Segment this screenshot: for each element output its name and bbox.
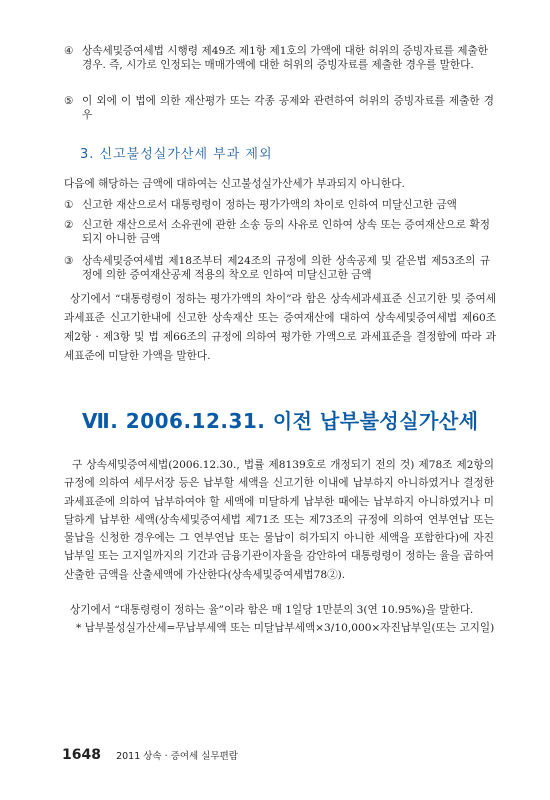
list-text: 신고한 재산으로서 대통령령이 정하는 평가가액의 차이로 인하여 미달신고한 금액	[82, 199, 457, 211]
list-marker: ④	[64, 45, 74, 57]
page-footer	[62, 744, 238, 763]
list-text: 이 외에 이 법에 의한 재산평가 또는 각종 공제와 관련하여 허위의 증빙자료를 제출한 경우	[82, 95, 494, 121]
chapter-paragraph-2: 상기에서 “대통령령이 정하는 율”이라 함은 매 1일당 1만분의 3(연 10.95%)을 말한다.	[70, 604, 474, 616]
book-title: 2011 상속 · 증여세 실무편람	[116, 751, 238, 762]
list-item	[64, 44, 488, 72]
section-heading: 3. 신고불성실가산세 부과 제외	[80, 147, 273, 162]
section-paragraph: 상기에서 “대통령령이 정하는 평가가액의 차이”라 함은 상속세과세표준 신고기한 및 증여세과세표준 신고기한내에 신고한 상속재산 또는 증여재산에 대하여 상속세및증여세법 제60조 제2항 · 제3항 및 법 제66조의 규정에 의하여 평가한 가액으로 과세표준을 결정함에 따라 과세표준에 미달한 가액을 말한다.	[64, 293, 496, 362]
footnote: * 납부불성실가산세=무납부세액 또는 미달납부세액×3/10,000×자진납부일(또는 고지일)	[76, 622, 495, 634]
list-marker: ③	[64, 255, 74, 267]
chapter-heading: Ⅶ. 2006.12.31. 이전 납부불성실가산세	[82, 409, 479, 433]
list-marker: ①	[64, 199, 74, 211]
list-marker: ②	[64, 219, 74, 231]
list-text: 상속세및증여세법 제18조부터 제24조의 규정에 의한 상속공제 및 같은법 제53조의 규정에 의한 증여재산공제 적용의 착오로 인하여 미달신고한 금액	[82, 255, 490, 281]
list-item	[64, 254, 490, 282]
list-text: 상속세및증여세법 시행령 제49조 제1항 제1호의 가액에 대한 허위의 증빙자료를 제출한 경우. 즉, 시가로 인정되는 매매가액에 대한 허위의 증빙자료를 제출한 경우를 말한다.	[82, 45, 488, 71]
chapter-paragraph: 구 상속세및증여세법(2006.12.30., 법률 제8139호로 개정되기 전의 것) 제78조 제2항의 규정에 의하여 세무서장 등은 납부할 세액을 신고기한 이내에 납부하지 아니하였거나 결정한 과세표준에 의하여 납부하여야 할 세액에 미달하게 납부한 때에는 납부하지 아니하였거나 미달하게 납부한 세액(상속세및증여세법 제71조 또는 제73조의 규정에 의하여 연부연납 또는 물납을 신청한 경우에는 그 연부연납 또는 물납이 허가되지 아니한 세액을 포함한다)에 자진납부일 또는 고지일까지의 기간과 금융기관이자율을 감안하여 대통령령이 정하는 율을 곱하여 산출한 금액을 산출세액에 가산한다(상속세및증여세법78②).	[64, 459, 494, 581]
page-number: 1648	[62, 747, 101, 763]
list-item	[64, 218, 490, 246]
list-item	[64, 198, 494, 212]
section-intro: 다음에 해당하는 금액에 대하여는 신고불성실가산세가 부과되지 아니한다.	[64, 178, 405, 190]
list-marker: ⑤	[64, 95, 74, 107]
list-text: 신고한 재산으로서 소유권에 관한 소송 등의 사유로 인하여 상속 또는 증여재산으로 확정되지 아니한 금액	[82, 219, 490, 245]
list-item	[64, 94, 494, 122]
